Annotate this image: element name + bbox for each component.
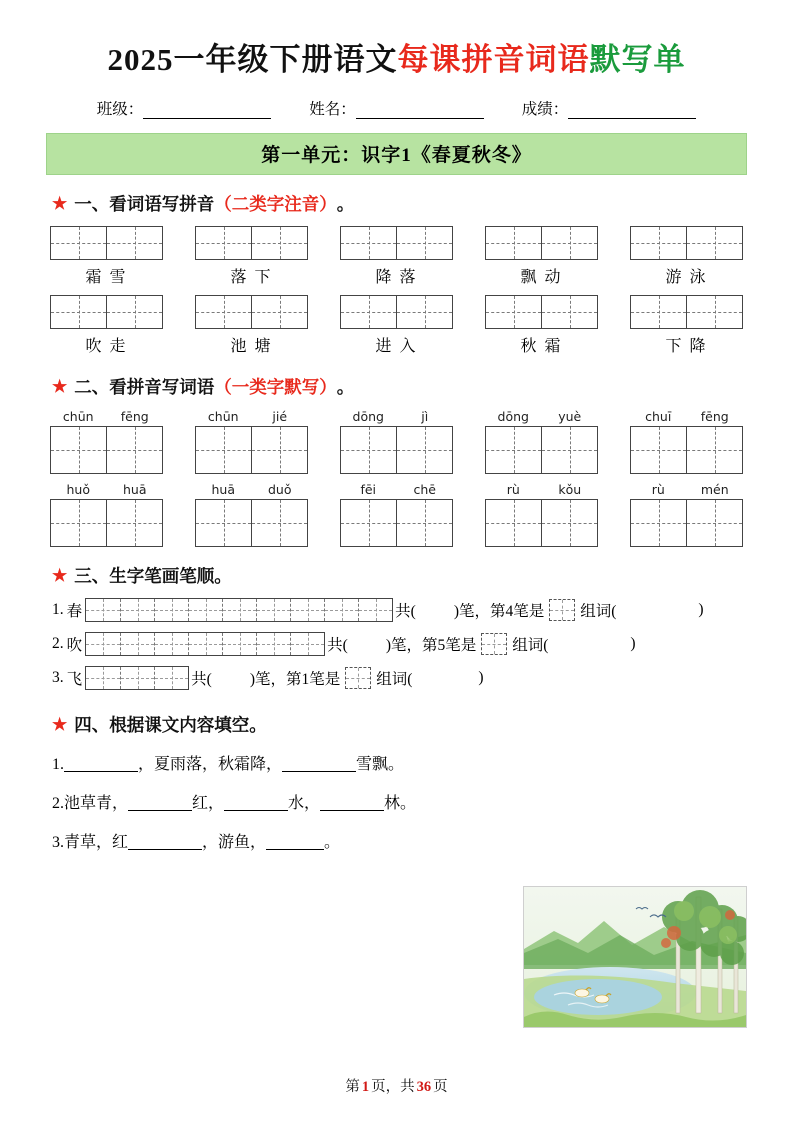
footer-suffix: 页: [433, 1079, 448, 1095]
tianzi-grid[interactable]: [340, 426, 453, 474]
pinyin-label: [630, 482, 743, 497]
stroke-nth-label: )笔，第4笔是: [453, 603, 545, 620]
word-form-close: ): [698, 601, 704, 618]
tianzi-grid[interactable]: [195, 295, 308, 329]
pinyin-syllable: chē: [413, 482, 436, 497]
pinyin-syllable: fēng: [700, 409, 729, 424]
section-4-heading: [52, 712, 747, 737]
tianzi-grid[interactable]: [485, 295, 598, 329]
stroke-char: 飞: [66, 671, 83, 688]
tianzi-grid[interactable]: [485, 226, 598, 260]
fill-line-2: [46, 790, 747, 813]
word-cell[interactable]: [630, 295, 743, 329]
pinyin-syllable: duǒ: [267, 482, 292, 497]
stroke-item-3: [46, 666, 747, 690]
score-field[interactable]: [522, 97, 697, 119]
fill-text: ，游鱼，: [202, 834, 267, 851]
stroke-order-boxes[interactable]: [85, 598, 393, 622]
section-2-title: 二、看拼音写词语: [74, 377, 215, 397]
pinyin-syllable: rù: [506, 482, 520, 497]
fill-text: 林。: [384, 795, 417, 812]
pinyin-syllable: fēi: [360, 482, 377, 497]
tianzi-grid[interactable]: [630, 295, 743, 329]
word-cell[interactable]: [630, 226, 743, 260]
word-label: 池 塘: [230, 338, 273, 355]
stroke-answer-box[interactable]: [345, 667, 371, 689]
fill-text: 水，: [288, 795, 321, 812]
word-label-row: [46, 260, 747, 287]
footer-middle: 页，共: [371, 1079, 415, 1095]
word-form-close: ): [478, 669, 484, 686]
pinyin-syllable: huā: [211, 482, 235, 497]
stroke-count-label: 共(: [327, 637, 348, 654]
score-input-blank[interactable]: [568, 103, 696, 119]
unit-banner: 第一单元：识字1《春夏秋冬》: [46, 133, 747, 175]
section-1-heading: [52, 191, 747, 216]
blank-input[interactable]: [282, 756, 356, 772]
blank-input[interactable]: [128, 834, 202, 850]
title-part-3: 默写单: [589, 42, 686, 77]
word-cell[interactable]: [195, 295, 308, 329]
pinyin-syllable: huā: [122, 482, 147, 497]
pinyin-cell[interactable]: [485, 409, 598, 474]
pinyin-syllable: chūn: [207, 409, 239, 424]
title-part-2: 每课拼音词语: [397, 42, 590, 77]
section-2-row-1: [46, 409, 747, 474]
pinyin-cell[interactable]: [340, 409, 453, 474]
stroke-item-2: [46, 632, 747, 656]
section-1-row-1: [46, 226, 747, 287]
word-label: 吹 走: [85, 338, 128, 355]
word-label: 落 下: [230, 269, 273, 286]
pinyin-label: [340, 409, 453, 424]
pinyin-label: [195, 482, 308, 497]
title-part-1: 2025一年级下册语文: [107, 42, 398, 77]
pinyin-syllable: jié: [272, 409, 288, 424]
fill-text: 池草青，: [64, 795, 129, 812]
blank-input[interactable]: [320, 795, 384, 811]
stroke-char: 吹: [66, 637, 83, 654]
fill-index: 3.: [52, 834, 64, 851]
tianzi-row: [46, 295, 747, 329]
star-icon: ★: [52, 194, 68, 213]
fill-text: 红，: [192, 795, 225, 812]
pinyin-cell[interactable]: [630, 409, 743, 474]
pinyin-syllable: dōng: [352, 409, 384, 424]
pinyin-cell[interactable]: [340, 482, 453, 547]
stroke-index: 2.: [52, 635, 64, 652]
word-label-row: [46, 329, 747, 356]
pinyin-syllable: chuī: [645, 409, 672, 424]
word-cell[interactable]: [50, 295, 163, 329]
pinyin-label: [50, 409, 163, 424]
section-2-heading: [52, 374, 747, 399]
tianzi-grid[interactable]: [50, 426, 163, 474]
fill-line-3: [46, 829, 747, 852]
tianzi-grid[interactable]: [340, 295, 453, 329]
section-2-row-2: [46, 482, 747, 547]
tianzi-grid[interactable]: [630, 426, 743, 474]
fill-index: 1.: [52, 756, 64, 773]
tianzi-grid[interactable]: [630, 499, 743, 547]
stroke-answer-box[interactable]: [481, 633, 507, 655]
landscape-illustration: [523, 886, 747, 1028]
stroke-item-1: [46, 598, 747, 622]
pinyin-syllable: mén: [700, 482, 729, 497]
pinyin-syllable: huǒ: [66, 482, 90, 497]
section-1-note: （二类字注音）: [214, 194, 337, 214]
word-label: 秋 霜: [520, 338, 563, 355]
pinyin-syllable: rù: [651, 482, 665, 497]
word-form-label: 组词(: [376, 671, 413, 688]
pinyin-label: [485, 409, 598, 424]
word-label: 降 落: [375, 269, 418, 286]
section-1-period: 。: [336, 194, 355, 214]
pinyin-label: [50, 482, 163, 497]
stroke-index: 1.: [52, 601, 64, 618]
class-field[interactable]: [97, 97, 272, 119]
tianzi-grid[interactable]: [195, 426, 308, 474]
word-form-label: 组词(: [512, 637, 549, 654]
stroke-order-boxes[interactable]: [85, 666, 189, 690]
fill-text: ，夏雨落，秋霜降，: [138, 756, 283, 773]
name-field[interactable]: [309, 97, 484, 119]
pinyin-syllable: fēng: [120, 409, 149, 424]
tianzi-grid[interactable]: [195, 499, 308, 547]
section-3-heading: [52, 563, 747, 588]
blank-input[interactable]: [266, 834, 324, 850]
pinyin-syllable: yuè: [558, 409, 582, 424]
score-label: 成绩：: [521, 101, 569, 118]
star-icon: ★: [52, 715, 68, 734]
section-4-title: 四、根据课文内容填空。: [74, 715, 267, 735]
pinyin-cell[interactable]: [195, 409, 308, 474]
blank-input[interactable]: [128, 795, 192, 811]
class-input-blank[interactable]: [143, 103, 271, 119]
pinyin-label: [630, 409, 743, 424]
tianzi-grid[interactable]: [340, 226, 453, 260]
blank-input[interactable]: [224, 795, 288, 811]
star-icon: ★: [52, 566, 68, 585]
word-cell[interactable]: [485, 295, 598, 329]
word-cell[interactable]: [340, 295, 453, 329]
word-form-close: ): [630, 635, 636, 652]
footer-page-number: 1: [361, 1079, 370, 1095]
footer-total-pages: 36: [416, 1079, 432, 1095]
pinyin-label: [195, 409, 308, 424]
word-cell[interactable]: [340, 226, 453, 260]
name-input-blank[interactable]: [356, 103, 484, 119]
word-label: 进 入: [375, 338, 418, 355]
section-2-period: 。: [336, 377, 355, 397]
tianzi-grid[interactable]: [195, 226, 308, 260]
pinyin-syllable: dōng: [497, 409, 529, 424]
page-footer: [0, 1075, 793, 1096]
pinyin-cell[interactable]: [485, 482, 598, 547]
tianzi-grid[interactable]: [630, 226, 743, 260]
section-1-title: 一、看词语写拼音: [74, 194, 215, 214]
stroke-count-label: 共(: [191, 671, 212, 688]
star-icon: ★: [52, 377, 68, 396]
word-cell[interactable]: [50, 226, 163, 260]
class-label: 班级：: [96, 101, 144, 118]
stroke-char: 春: [66, 603, 83, 620]
fill-index: 2.: [52, 795, 64, 812]
word-cell[interactable]: [485, 226, 598, 260]
tianzi-grid[interactable]: [485, 426, 598, 474]
word-label: 下 降: [665, 338, 708, 355]
tianzi-grid[interactable]: [340, 499, 453, 547]
stroke-order-boxes[interactable]: [85, 632, 325, 656]
word-label: 游 泳: [665, 269, 708, 286]
word-cell[interactable]: [195, 226, 308, 260]
page-title: [46, 34, 747, 79]
tianzi-grid[interactable]: [50, 499, 163, 547]
tianzi-grid[interactable]: [50, 226, 163, 260]
tianzi-grid[interactable]: [485, 499, 598, 547]
student-info-line: [46, 97, 747, 119]
pinyin-cell[interactable]: [195, 482, 308, 547]
pinyin-syllable: jì: [421, 409, 429, 424]
section-1-row-2: [46, 295, 747, 356]
stroke-index: 3.: [52, 669, 64, 686]
word-label: 霜 雪: [85, 269, 128, 286]
word-form-label: 组词(: [580, 603, 617, 620]
name-label: 姓名：: [309, 101, 356, 118]
fill-in-blanks: [46, 751, 747, 852]
tianzi-grid[interactable]: [50, 295, 163, 329]
section-3-title: 三、生字笔画笔顺。: [74, 566, 232, 586]
fill-text: 雪飘。: [356, 756, 405, 773]
section-2-note: （一类字默写）: [214, 377, 337, 397]
blank-input[interactable]: [64, 756, 138, 772]
tianzi-row: [46, 226, 747, 260]
pinyin-cell[interactable]: [630, 482, 743, 547]
pinyin-label: [340, 482, 453, 497]
stroke-nth-label: )笔，第1笔是: [249, 671, 341, 688]
stroke-answer-box[interactable]: [549, 599, 575, 621]
pinyin-cell[interactable]: [50, 409, 163, 474]
pinyin-syllable: kǒu: [558, 482, 582, 497]
fill-text: 青草，红: [64, 834, 129, 851]
footer-prefix: 第: [345, 1079, 360, 1095]
fill-text: 。: [324, 834, 341, 851]
fill-line-1: [46, 751, 747, 774]
stroke-count-label: 共(: [395, 603, 416, 620]
pinyin-label: [485, 482, 598, 497]
pinyin-syllable: chūn: [62, 409, 94, 424]
stroke-nth-label: )笔，第5笔是: [385, 637, 477, 654]
word-label: 飘 动: [520, 269, 563, 286]
pinyin-cell[interactable]: [50, 482, 163, 547]
